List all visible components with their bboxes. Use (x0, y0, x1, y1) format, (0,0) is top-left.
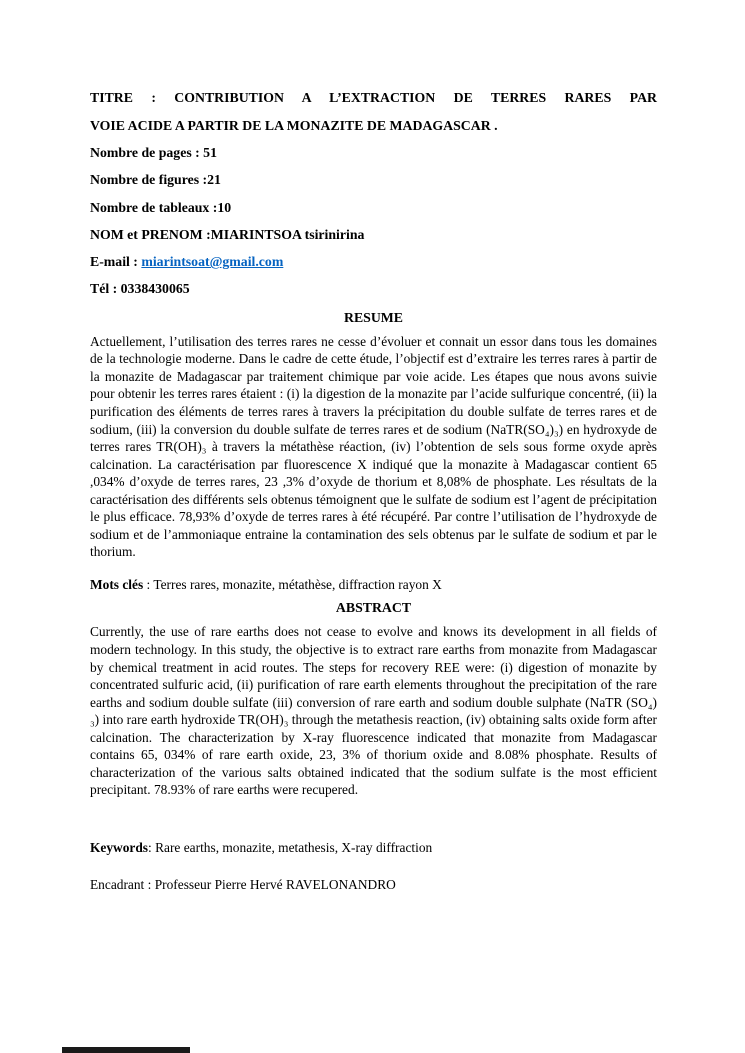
meta-author-name: NOM et PRENOM :MIARINTSOA tsirinirina (90, 226, 365, 242)
encadrant-line: Encadrant : Professeur Pierre Hervé RAVELONANDRO (90, 877, 396, 893)
meta-pages: Nombre de pages : 51 (90, 145, 217, 160)
keywords-row (90, 839, 657, 857)
resume-heading: RESUME (343, 309, 404, 325)
email-label: E-mail : (90, 254, 142, 270)
document-title-line-2: VOIE ACIDE A PARTIR DE LA MONAZITE DE MADAGASCAR . (90, 117, 498, 133)
mots-cles-label: Mots clés (90, 576, 144, 592)
keywords-text: : Rare earths, monazite, metathesis, X-ray diffraction (148, 839, 433, 855)
document-content (90, 84, 657, 894)
keywords-label: Keywords (90, 839, 149, 855)
mots-cles-row (90, 576, 657, 594)
email-link[interactable]: miarintsoat@gmail.com (141, 254, 284, 270)
scan-artifact (62, 1047, 190, 1053)
abstract-paragraph: Currently, the use of rare earths does not cease to evolve and knows its development in all fields of modern technology. In this study, the objective is to extract rare earths from monazite from Madagascar by chemical treatment in acid routes. The steps for recovery REE were: (i) digestion of monazite by concentrated sulfuric acid, (ii) purification of rare earth elements throughout the precipitation of the rare earths and sodium double sulfate (iii) conversion of rare earth and sodium double sulphate (NaTR (SO₄) ₃) into rare earth hydroxide TR(OH)₃ through the metathesis reaction, (iv) obtaining salts oxide form after calcination. The characterization by X-ray fluorescence indicated that monazite from Madagascar contains 65, 034% of rare earth oxide, 23, 3% of thorium oxide and 8.08% phosphate. Results of characterization of the various salts obtained indicated that the sodium sulfate is the most efficient precipitant. 78.93% of rare earths were recupered. (90, 624, 657, 798)
abstract-heading: ABSTRACT (335, 600, 412, 616)
resume-paragraph: Actuellement, l’utilisation des terres rares ne cesse d’évoluer et connait un essor dans tous les domaines de la technologie moderne. Dans le cadre de cette étude, l’objectif est d’extraire les terres rares à partir de la monazite de Madagascar par traitement chimique par voie acide. Les étapes que nous avons suivie pour obtenir les terres rares étaient : (i) la digestion de la monazite par l’acide sulfurique concentré, (ii) la purification des éléments de terres rares à travers la précipitation du double sulfate de terres rares et de sodium, (iii) la conversion du double sulfate de terres rares et de sodium (NaTR(SO₄)₃) en hydroxyde de terres rares TR(OH)₃ à travers la métathèse réaction, (iv) l’obtention de sels sous forme oxyde après calcination. La caractérisation par fluorescence X indiqué que la monazite à Madagascar contient 65 ,034% d’oxyde de terres rares, 23 ,3% d’oxyde de thorium et 8,08% de phosphate. Les résultats de la caractérisation des différents sels obtenus témoignent que le sulfate de sodium est l’agent de précipitation le plus efficace. 78,93% d’oxyde de terres rares à été récupéré. Par contre l’utilisation de l’hydroxyde de sodium et de l’ammoniaque entraine la contamination des sels obtenus par le sulfate de sodium et par le thorium. (90, 333, 657, 560)
meta-email-row (90, 248, 657, 275)
meta-figures: Nombre de figures :21 (90, 172, 221, 188)
document-title-line-1: TITRE : CONTRIBUTION A L’EXTRACTION DE TERRES RARES PAR (90, 90, 657, 105)
meta-tables: Nombre de tableaux :10 (90, 199, 232, 215)
meta-phone: Tél : 0338430065 (90, 281, 190, 297)
mots-cles-text: : Terres rares, monazite, métathèse, diffraction rayon X (143, 576, 442, 592)
